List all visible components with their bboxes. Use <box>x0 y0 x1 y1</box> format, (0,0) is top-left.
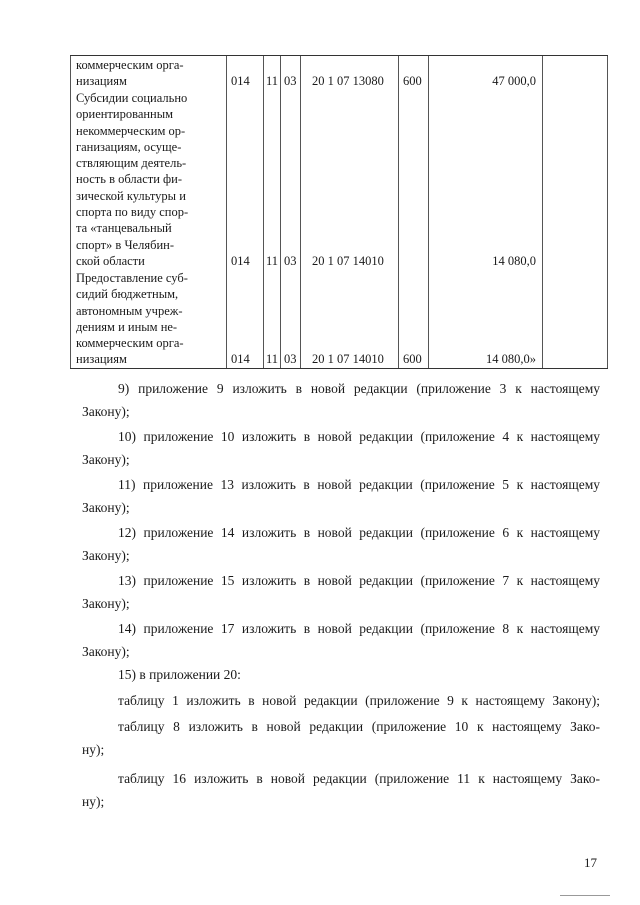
table-cell-pr: 03 <box>284 74 297 88</box>
table-cell-text: спорта по виду спор- <box>76 205 189 220</box>
budget-table <box>70 55 608 369</box>
table-cell-text: Субсидии социально <box>76 91 188 105</box>
column-divider <box>300 56 301 368</box>
table-cell-text: дениям и иным не- <box>76 319 178 334</box>
column-divider <box>263 56 264 368</box>
table-cell-grbs: 014 <box>231 352 250 366</box>
table-cell-text: ской области <box>76 253 145 268</box>
table-cell-text: спорт» в Челябин- <box>76 237 174 252</box>
table-cell-text: некоммерческим ор- <box>76 123 186 138</box>
paragraph-line: Закону); <box>82 596 130 611</box>
table-cell-text: коммерческим орга- <box>76 58 184 72</box>
table-cell-grbs: 014 <box>231 74 250 88</box>
paragraph-line: таблицу 8 изложить в новой редакции (приложение 10 к настоящему Зако- <box>118 719 600 734</box>
table-cell-text: ствляющим деятель- <box>76 156 187 171</box>
table-cell-text: Предоставление суб- <box>76 271 188 285</box>
table-cell-sum: 14 080,0» <box>486 352 536 366</box>
paragraph-line: 11) приложение 13 изложить в новой редакции (приложение 5 к настоящему <box>118 477 600 492</box>
paragraph-line: 13) приложение 15 изложить в новой редакции (приложение 7 к настоящему <box>118 573 600 588</box>
paragraph-line: Закону); <box>82 500 130 515</box>
table-row-name <box>76 270 226 368</box>
column-divider <box>428 56 429 368</box>
column-divider <box>280 56 281 368</box>
column-divider <box>542 56 543 368</box>
paragraph-line: ну); <box>82 742 105 757</box>
paragraph-line: Закону); <box>82 452 130 467</box>
page-number: 17 <box>584 855 597 870</box>
table-cell-text: сидий бюджетным, <box>76 287 179 302</box>
column-divider <box>398 56 399 368</box>
paragraph-line: Закону); <box>82 644 130 659</box>
table-cell-csr: 20 1 07 13080 <box>312 74 384 88</box>
table-cell-text: ность в области фи- <box>76 172 182 187</box>
table-cell-text: ориентированным <box>76 107 174 122</box>
table-row-name <box>76 57 226 90</box>
table-border-left <box>70 56 71 368</box>
paragraph-line: Закону); <box>82 548 130 563</box>
table-cell-text: низациям <box>76 74 127 89</box>
table-cell-text: та «танцевальный <box>76 221 172 236</box>
table-cell-text: низациям <box>76 352 127 367</box>
paragraph-line: 14) приложение 17 изложить в новой редакции (приложение 8 к настоящему <box>118 621 600 636</box>
paragraph-line: таблицу 16 изложить в новой редакции (приложение 11 к настоящему Зако- <box>118 771 600 786</box>
paragraph-line: 15) в приложении 20: <box>118 667 241 682</box>
table-cell-rz: 11 <box>266 254 279 268</box>
paragraph-line: 9) приложение 9 изложить в новой редакции (приложение 3 к настоящему <box>118 381 600 396</box>
table-cell-grbs: 014 <box>231 254 250 268</box>
table-cell-text: зической культуры и <box>76 188 186 203</box>
table-row-name <box>76 90 226 269</box>
table-border-right <box>607 56 608 368</box>
paragraph-line: ну); <box>82 794 105 809</box>
table-cell-rz: 11 <box>266 352 279 366</box>
table-cell-pr: 03 <box>284 254 297 268</box>
footer-rule <box>560 895 610 896</box>
paragraph-line: 10) приложение 10 изложить в новой редакции (приложение 4 к настоящему <box>118 429 600 444</box>
paragraph-line: Закону); <box>82 404 130 419</box>
table-cell-sum: 14 080,0 <box>492 254 536 268</box>
table-cell-vr: 600 <box>403 74 422 88</box>
table-cell-csr: 20 1 07 14010 <box>312 352 384 366</box>
paragraph-line: таблицу 1 изложить в новой редакции (приложение 9 к настоящему Закону); <box>118 693 600 708</box>
table-cell-csr: 20 1 07 14010 <box>312 254 384 268</box>
paragraph-line: 12) приложение 14 изложить в новой редакции (приложение 6 к настоящему <box>118 525 600 540</box>
table-cell-text: коммерческим орга- <box>76 336 184 351</box>
column-divider <box>226 56 227 368</box>
table-cell-pr: 03 <box>284 352 297 366</box>
table-cell-vr: 600 <box>403 352 422 366</box>
table-cell-text: ганизациям, осуще- <box>76 139 182 154</box>
table-cell-rz: 11 <box>266 74 279 88</box>
table-cell-text: автономным учреж- <box>76 303 183 318</box>
table-cell-sum: 47 000,0 <box>492 74 536 88</box>
